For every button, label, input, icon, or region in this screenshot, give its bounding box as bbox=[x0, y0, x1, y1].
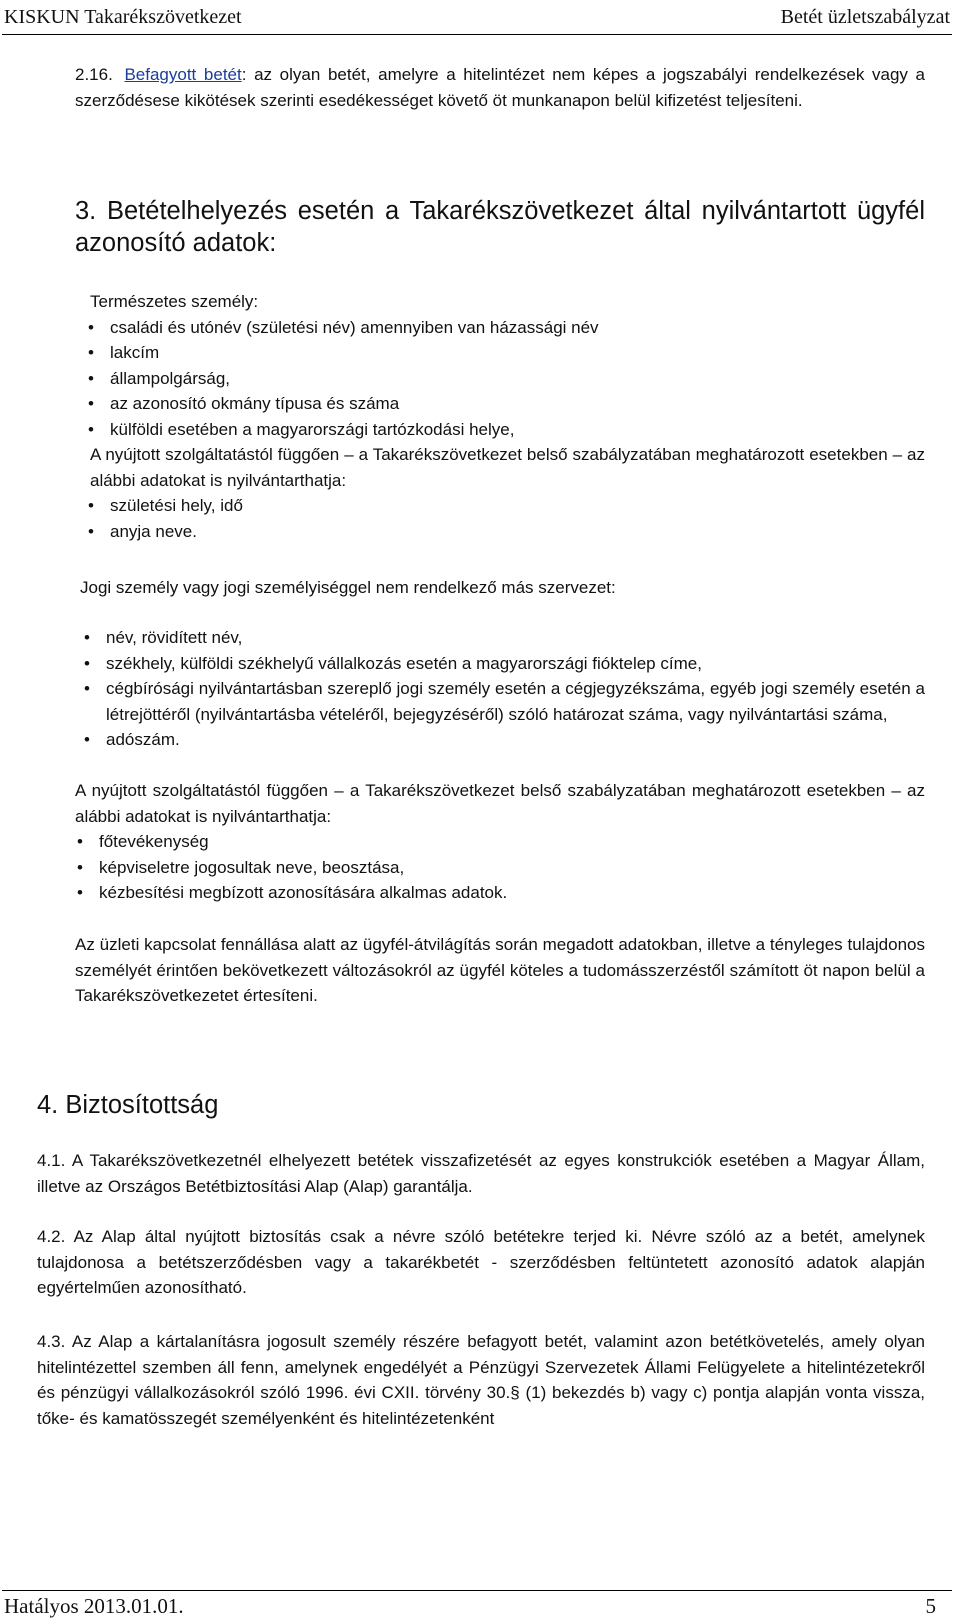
change-notification-paragraph: Az üzleti kapcsolat fennállása alatt az ügyfél-átvilágítás során megadott adatokban, illetve a tényleges tulajdonos személyét érintően bekövetkezett változásokról az ügyfél köteles a tudomásszerzéstől számított öt napon belül a Takarékszövetkezetet értesíteni. bbox=[75, 935, 925, 1005]
footer-divider bbox=[2, 1590, 952, 1591]
legal-person-list bbox=[80, 625, 925, 753]
list-item: • családi és utónév (születési név) amennyiben van házassági név bbox=[84, 315, 925, 341]
section-4-1: 4.1. A Takarékszövetkezetnél elhelyezett betétek visszafizetését az egyes konstrukciók esetében a Magyar Állam, illetve az Országos Betétbiztosítási Alap (Alap) garantálja. bbox=[37, 1151, 925, 1196]
legal-person-note-block bbox=[75, 778, 925, 906]
list-item: • külföldi esetében a magyarországi tartózkodási helye, bbox=[84, 417, 925, 443]
header-document-title: Betét üzletszabályzat bbox=[780, 6, 950, 28]
term-befagyott-betet: Befagyott betét bbox=[124, 65, 242, 84]
section-2-16 bbox=[75, 62, 925, 113]
list-item: • név, rövidített név, bbox=[80, 625, 925, 651]
list-item: • képviseletre jogosultak neve, beosztása, bbox=[73, 855, 925, 881]
list-item: • lakcím bbox=[84, 340, 925, 366]
natural-person-note: A nyújtott szolgáltatástól függően – a Takarékszövetkezet belső szabályzatában meghatározott esetekben – az alábbi adatokat is nyilvántarthatja: bbox=[90, 445, 925, 490]
list-item: • az azonosító okmány típusa és száma bbox=[84, 391, 925, 417]
legal-person-heading: Jogi személy vagy jogi személyiséggel nem rendelkező más szervezet: bbox=[80, 578, 616, 597]
list-item: • adószám. bbox=[80, 727, 925, 753]
list-item: • anyja neve. bbox=[84, 519, 925, 545]
section-3-heading: 3. Betételhelyezés esetén a Takarékszövetkezet által nyilvántartott ügyfél azonosító adatok: bbox=[75, 197, 925, 257]
natural-person-list bbox=[84, 315, 925, 443]
section-4-heading: 4. Biztosítottság bbox=[37, 1091, 219, 1119]
page-header bbox=[4, 4, 950, 34]
legal-person-extra-list bbox=[73, 829, 925, 906]
section-2-16-text: : az olyan betét, amelyre a hitelintézet nem képes a jogszabályi rendelkezések vagy a szerződésese kikötések szerinti esedékességet követő öt munkanapon belül kifizetést teljesíteni. bbox=[75, 65, 925, 110]
section-4-2: 4.2. Az Alap által nyújtott biztosítás csak a névre szóló betétekre terjed ki. Névre szóló az a betét, amelynek tulajdonosa a betétszerződésben vagy a takarékbetét - szerződésben feltüntetett azonosító adatok alapján egyértelműen azonosítható. bbox=[37, 1227, 925, 1297]
list-item: • állampolgárság, bbox=[84, 366, 925, 392]
legal-person-note: A nyújtott szolgáltatástól függően – a Takarékszövetkezet belső szabályzatában meghatározott esetekben – az alábbi adatokat is nyilvántarthatja: bbox=[75, 781, 925, 826]
header-organization: KISKUN Takarékszövetkezet bbox=[4, 6, 242, 28]
legal-person-list-block bbox=[80, 625, 925, 753]
footer-effective-date: Hatályos 2013.01.01. bbox=[4, 1594, 184, 1618]
section-2-16-number: 2.16. bbox=[75, 65, 113, 84]
list-item: • főtevékenység bbox=[73, 829, 925, 855]
section-4-3: 4.3. Az Alap a kártalanításra jogosult személy részére befagyott betét, valamint azon betétkövetelés, amely olyan hitelintézettel szemben áll fenn, amelynek engedélyét a Pénzügyi Szervezetek Állami Felügyelete a hitelintézetekről és pénzügyi vállalkozásokról szóló 1996. évi CXII. törvény 30.§ (1) bekezdés b) vagy c) pontja alapján vonta vissza, tőke- és kamatösszegét személyenként és hitelintézetenként bbox=[37, 1332, 925, 1428]
natural-person-heading: Természetes személy: bbox=[90, 292, 259, 311]
page-number: 5 bbox=[925, 1594, 936, 1618]
list-item: • születési hely, idő bbox=[84, 493, 925, 519]
legal-person-block bbox=[80, 575, 925, 601]
list-item: • székhely, külföldi székhelyű vállalkozás esetén a magyarországi fióktelep címe, bbox=[80, 651, 925, 677]
list-item: • cégbírósági nyilvántartásban szereplő jogi személy esetén a cégjegyzékszáma, egyéb jogi személy esetén a létrejöttéről (nyilvántartásba vételéről, bejegyzéséről) szóló határozat száma, vagy nyilvántartási száma, bbox=[80, 676, 925, 727]
header-divider bbox=[2, 34, 952, 35]
natural-person-block bbox=[90, 289, 925, 544]
natural-person-extra-list bbox=[84, 493, 925, 544]
list-item: • kézbesítési megbízott azonosítására alkalmas adatok. bbox=[73, 880, 925, 906]
